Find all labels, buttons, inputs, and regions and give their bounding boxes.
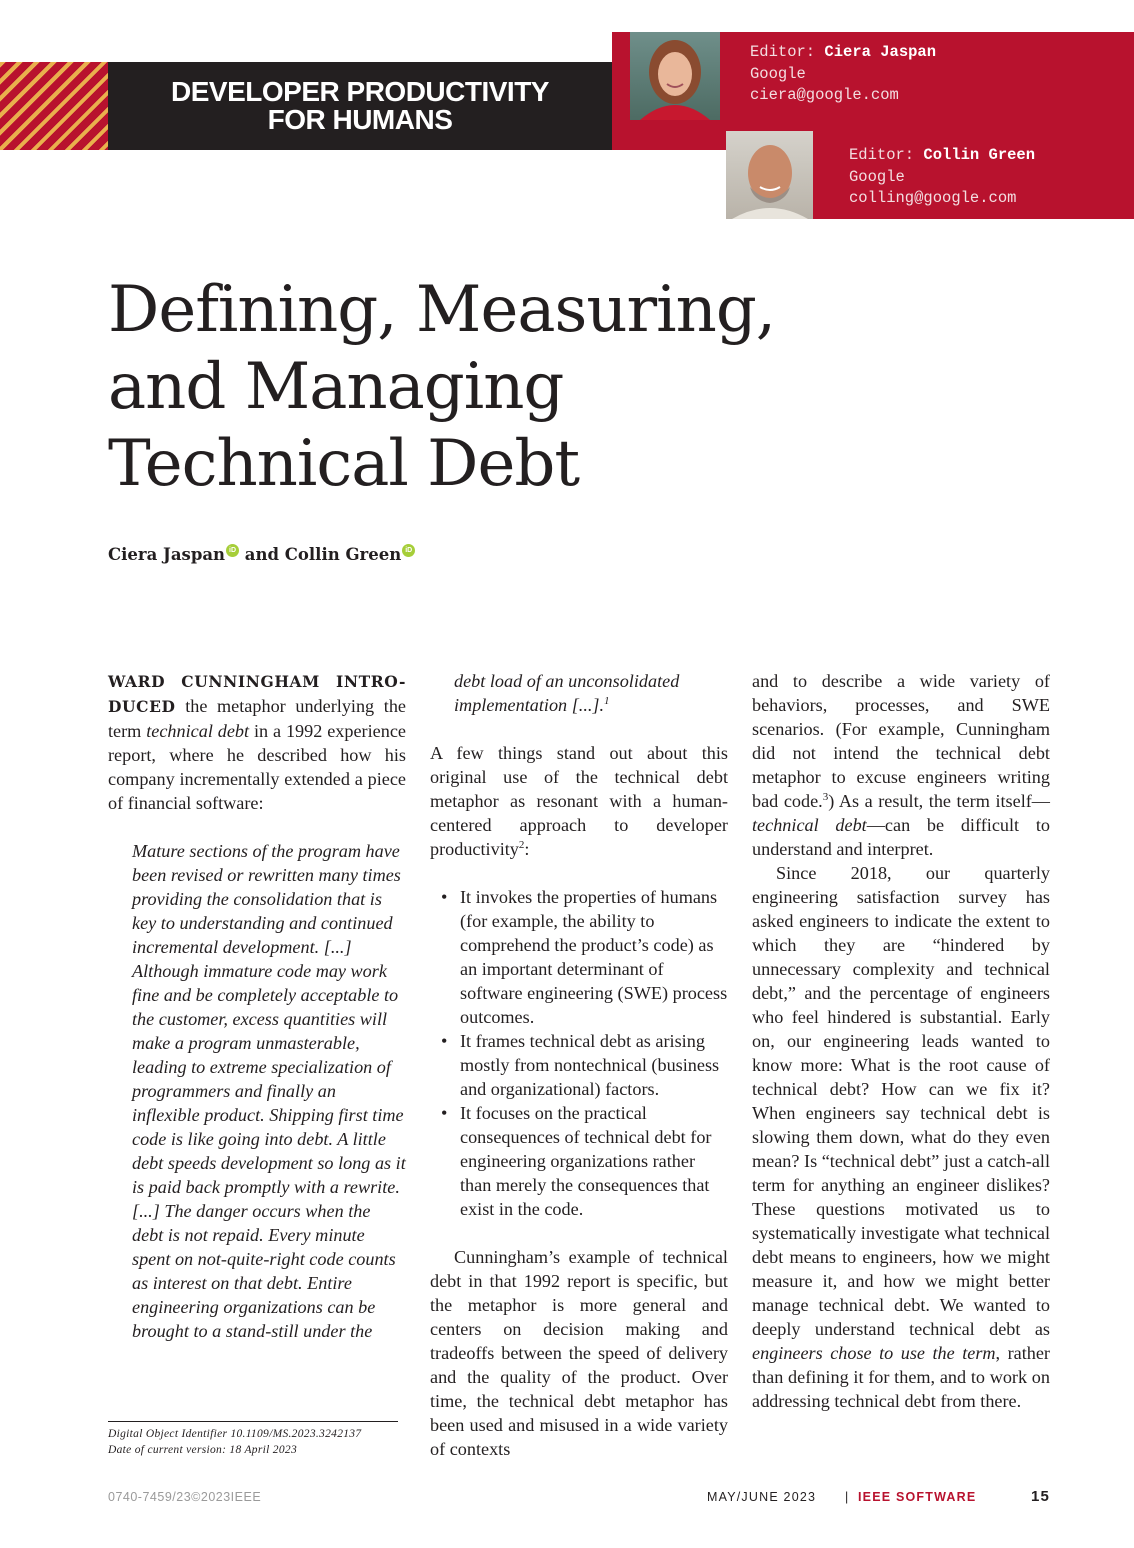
text-run: ) As a result, the term itself— [828, 791, 1050, 811]
editor-label: Editor: [750, 43, 825, 61]
text-run: A few things stand out about this original use of the technical debt metaphor as resonant with a human-centered approach to developer productivity [430, 743, 728, 859]
editor-email: ciera@google.com [750, 86, 899, 104]
body-column-3 [752, 669, 1050, 1413]
editor-info-1 [750, 42, 936, 107]
article-title [108, 272, 775, 503]
editor-name: Collin Green [923, 146, 1036, 164]
title-line: Defining, Measuring, [108, 273, 776, 347]
intro-paragraph [108, 669, 406, 815]
term-emphasis: engineers chose to use the term [752, 1343, 996, 1363]
citation-ref[interactable]: 2 [518, 838, 525, 851]
bullet-item: • It focuses on the practical consequences of technical debt for engineering organizations rather than merely the consequences that exist in the code. [430, 1101, 728, 1221]
bullet-list [430, 885, 728, 1221]
department-banner [108, 62, 612, 150]
title-line: and Managing [108, 350, 564, 424]
editor-affiliation: Google [750, 64, 806, 83]
bullet-item: • It frames technical debt as arising mostly from nontechnical (business and organizational) factors. [430, 1029, 728, 1101]
block-quote-continued [430, 669, 728, 717]
issn-copyright: 0740-7459/23©2023IEEE [108, 1490, 262, 1504]
footer-separator: | [845, 1490, 850, 1504]
issue-date: MAY/JUNE 2023 [707, 1490, 817, 1504]
body-paragraph [752, 669, 1050, 861]
term-emphasis: technical debt [752, 815, 867, 835]
author-list [108, 544, 415, 564]
editor-label: Editor: [849, 146, 924, 164]
version-date: Date of current version: 18 April 2023 [108, 1444, 297, 1456]
orcid-icon[interactable]: iD [402, 544, 415, 557]
text-run: debt load of an unconsolidated implementation [...]. [454, 671, 680, 715]
text-run: in a 1992 experience report, where he described how his company incrementally extended a piece of financial software: [108, 721, 406, 813]
editor-info-2 [849, 145, 1035, 210]
author-name: Ciera Jaspan [108, 545, 226, 564]
text-run: : [524, 839, 530, 859]
page-number: 15 [1031, 1488, 1051, 1505]
block-quote: Mature sections of the program have been revised or rewritten many times providing the consolidation that is key to understanding and continued incremental development. [...] Although immature code may work fine and be completely acceptable to the customer, excess quantities will make a program unmasterable, leading to extreme specialization of programmers and finally an inflexible product. Shipping first time code is like going into debt. A little debt speeds development so long as it is paid back promptly with a rewrite. [...] The danger occurs when the debt is not repaid. Every minute spent on not-quite-right code counts as interest on that debt. Entire engineering organizations can be brought to a stand-still under the [132, 841, 406, 1341]
text-run: Since 2018, our quarterly engineering satisfaction survey has asked engineers to indicate the extent to which they are “hindered by unnecessary complexity and technical debt,” and the percentage of engineers who feel hindered is substantial. Early on, our engineering leads wanted to know more: What is the root cause of technical debt? How can we fix it? When engineers say technical debt is slowing them down, what do they even mean? Is “technical debt” just a catch-all term for anything an engineer dislikes? These questions motivated us to systematically investigate what technical debt means to engineers, how we might measure it, and how we might better manage technical debt. We wanted to deeply understand technical debt as [752, 863, 1050, 1339]
editor-name: Ciera Jaspan [824, 43, 937, 61]
body-paragraph: Cunningham’s example of technical debt in that 1992 report is specific, but the metaphor is more general and centers on decision making and tradeoffs between the speed of delivery and the quality of the product. Over time, the technical debt metaphor has been used and misused in a wide variety of contexts [430, 1247, 728, 1459]
editor-email: colling@google.com [849, 189, 1017, 207]
doi-text: Digital Object Identifier 10.1109/MS.2023.3242137 [108, 1428, 362, 1440]
editor-photo-collin [726, 131, 813, 219]
department-title-line2: FOR HUMANS [267, 104, 453, 135]
decorative-stripes [0, 62, 108, 150]
orcid-icon[interactable]: iD [226, 544, 239, 557]
title-line: Technical Debt [108, 427, 580, 501]
text-run: and to describe a wide variety of behaviors, processes, and SWE scenarios. (For example, Cunningham did not intend the technical debt metaphor to excuse engineers writing bad code. [752, 671, 1050, 811]
author-joiner: and [239, 545, 285, 564]
body-column-1 [108, 669, 406, 1343]
journal-name: IEEE SOFTWARE [858, 1490, 977, 1504]
lead-in-caps: WARD CUNNINGHAM INTRO-DUCED [108, 672, 406, 716]
citation-ref[interactable]: 1 [604, 694, 610, 707]
bullet-item: • It invokes the properties of humans (for example, the ability to comprehend the product’s code) as an important determinant of software engineering (SWE) process outcomes. [430, 885, 728, 1029]
body-column-2 [430, 669, 728, 1461]
term-emphasis: technical debt [146, 721, 250, 741]
body-paragraph [752, 861, 1050, 1413]
citation-ref[interactable]: 3 [822, 790, 829, 803]
editor-photo-ciera [630, 32, 720, 120]
author-name: Collin Green [284, 545, 402, 564]
text-run: , rather than defining it for them, and to work on addressing technical debt from there. [752, 1343, 1050, 1411]
department-title-line1: DEVELOPER PRODUCTIVITY [171, 76, 549, 107]
text-run: —can be difficult to understand and interpret. [752, 815, 1050, 859]
body-paragraph [430, 741, 728, 861]
text-run: the metaphor underlying the term [108, 696, 406, 741]
footnote-rule [108, 1421, 398, 1422]
editor-affiliation: Google [849, 167, 905, 186]
footnote [108, 1426, 361, 1458]
